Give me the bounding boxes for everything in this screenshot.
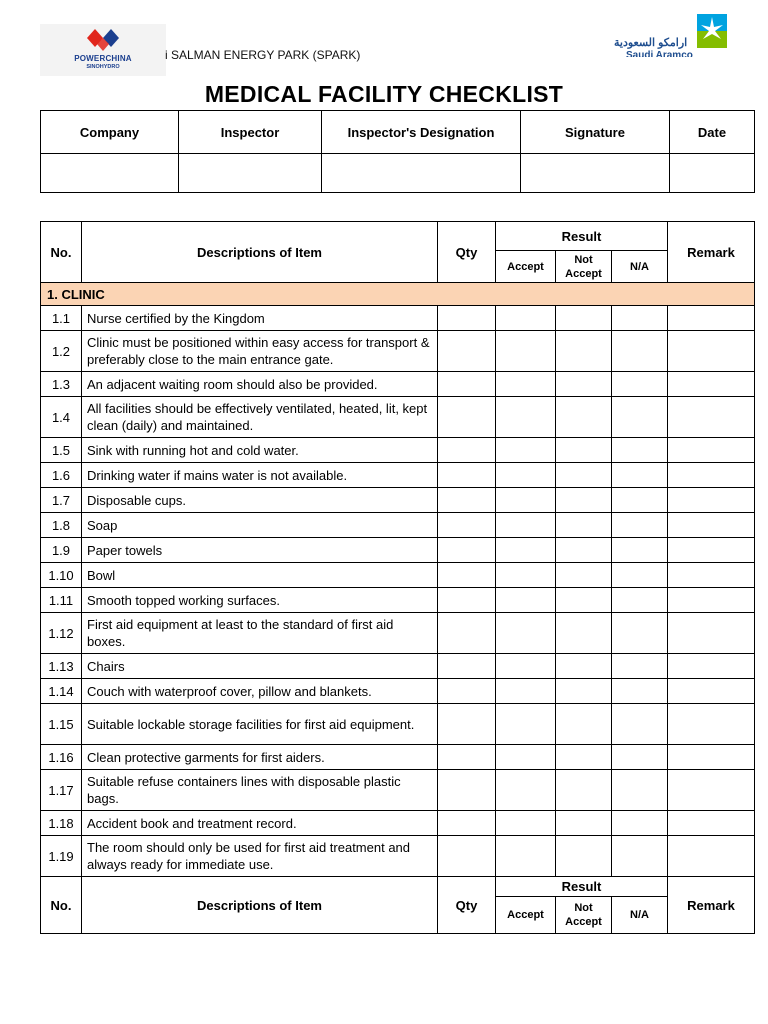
remark-cell[interactable] (668, 397, 755, 438)
qty-column-footer: Qty (438, 877, 496, 934)
qty-cell[interactable] (438, 372, 496, 397)
item-number: 1.13 (41, 654, 82, 679)
remark-cell[interactable] (668, 588, 755, 613)
signature-field[interactable] (521, 154, 670, 193)
checklist-row (41, 613, 755, 654)
not-accept-cell[interactable] (556, 613, 612, 654)
na-cell[interactable] (612, 538, 668, 563)
accept-cell[interactable] (496, 372, 556, 397)
na-cell[interactable] (612, 811, 668, 836)
qty-cell[interactable] (438, 331, 496, 372)
item-number: 1.17 (41, 770, 82, 811)
checklist-row (41, 331, 755, 372)
na-cell[interactable] (612, 397, 668, 438)
item-description: Clean protective garments for first aiders. (82, 745, 438, 770)
na-cell[interactable] (612, 463, 668, 488)
aramco-arabic-wordmark: ارامكو السعودية (614, 37, 688, 49)
checklist-row (41, 397, 755, 438)
item-description: Disposable cups. (82, 488, 438, 513)
item-description: All facilities should be effectively ventilated, heated, lit, kept clean (daily) and maintained. (82, 397, 438, 438)
accept-cell[interactable] (496, 463, 556, 488)
not-accept-cell[interactable] (556, 538, 612, 563)
not-accept-cell[interactable] (556, 563, 612, 588)
accept-cell[interactable] (496, 613, 556, 654)
item-number: 1.6 (41, 463, 82, 488)
accept-cell[interactable] (496, 588, 556, 613)
item-number: 1.3 (41, 372, 82, 397)
not-accept-cell[interactable] (556, 588, 612, 613)
checklist-row (41, 679, 755, 704)
qty-cell[interactable] (438, 588, 496, 613)
na-cell[interactable] (612, 836, 668, 877)
na-cell[interactable] (612, 563, 668, 588)
accept-cell[interactable] (496, 836, 556, 877)
na-cell[interactable] (612, 745, 668, 770)
accept-cell[interactable] (496, 488, 556, 513)
remark-cell[interactable] (668, 679, 755, 704)
item-number: 1.1 (41, 306, 82, 331)
not-accept-cell[interactable] (556, 331, 612, 372)
company-header: Company (41, 111, 179, 154)
item-number: 1.16 (41, 745, 82, 770)
accept-cell[interactable] (496, 654, 556, 679)
item-description: Couch with waterproof cover, pillow and blankets. (82, 679, 438, 704)
item-description: Suitable lockable storage facilities for first aid equipment. (82, 704, 438, 745)
not-accept-cell[interactable] (556, 811, 612, 836)
not-accept-cell[interactable] (556, 372, 612, 397)
qty-column-header: Qty (438, 222, 496, 283)
sinohydro-wordmark: SINOHYDRO (86, 64, 120, 70)
remark-cell[interactable] (668, 704, 755, 745)
na-cell[interactable] (612, 770, 668, 811)
qty-cell[interactable] (438, 513, 496, 538)
remark-cell[interactable] (668, 513, 755, 538)
project-name: i SALMAN ENERGY PARK (SPARK) (165, 48, 361, 62)
saudi-aramco-logo (612, 12, 730, 57)
remark-cell[interactable] (668, 745, 755, 770)
na-column-header: N/A (612, 251, 668, 283)
qty-cell[interactable] (438, 679, 496, 704)
item-description: Suitable refuse containers lines with disposable plastic bags. (82, 770, 438, 811)
remark-cell[interactable] (668, 654, 755, 679)
item-number: 1.2 (41, 331, 82, 372)
description-column-footer: Descriptions of Item (82, 877, 438, 934)
powerchina-logo (40, 24, 166, 76)
remark-cell[interactable] (668, 488, 755, 513)
checklist-row (41, 654, 755, 679)
remark-cell[interactable] (668, 563, 755, 588)
checklist-row (41, 463, 755, 488)
item-description: Accident book and treatment record. (82, 811, 438, 836)
aramco-star-icon (696, 13, 728, 49)
designation-header: Inspector's Designation (322, 111, 521, 154)
na-cell[interactable] (612, 488, 668, 513)
item-number: 1.11 (41, 588, 82, 613)
item-number: 1.14 (41, 679, 82, 704)
qty-cell[interactable] (438, 770, 496, 811)
item-number: 1.19 (41, 836, 82, 877)
item-description: Clinic must be positioned within easy access for transport & preferably close to the main entrance gate. (82, 331, 438, 372)
item-description: Soap (82, 513, 438, 538)
item-number: 1.12 (41, 613, 82, 654)
signature-header: Signature (521, 111, 670, 154)
checklist-row (41, 745, 755, 770)
item-number: 1.15 (41, 704, 82, 745)
item-number: 1.5 (41, 438, 82, 463)
checklist-row (41, 563, 755, 588)
checklist-row (41, 836, 755, 877)
checklist-row (41, 704, 755, 745)
na-column-footer: N/A (612, 897, 668, 934)
item-description: First aid equipment at least to the standard of first aid boxes. (82, 613, 438, 654)
item-number: 1.10 (41, 563, 82, 588)
qty-cell[interactable] (438, 836, 496, 877)
not-accept-cell[interactable] (556, 463, 612, 488)
not-accept-cell[interactable] (556, 654, 612, 679)
remark-cell[interactable] (668, 770, 755, 811)
checklist-row (41, 588, 755, 613)
date-field[interactable] (670, 154, 755, 193)
remark-cell[interactable] (668, 463, 755, 488)
qty-cell[interactable] (438, 397, 496, 438)
remark-column-footer: Remark (668, 877, 755, 934)
item-description: Drinking water if mains water is not available. (82, 463, 438, 488)
na-cell[interactable] (612, 704, 668, 745)
accept-cell[interactable] (496, 811, 556, 836)
not-accept-cell[interactable] (556, 836, 612, 877)
qty-cell[interactable] (438, 488, 496, 513)
qty-cell[interactable] (438, 538, 496, 563)
item-description: Sink with running hot and cold water. (82, 438, 438, 463)
qty-cell[interactable] (438, 306, 496, 331)
item-description: Bowl (82, 563, 438, 588)
na-cell[interactable] (612, 613, 668, 654)
item-description: An adjacent waiting room should also be provided. (82, 372, 438, 397)
result-column-header: Result (496, 222, 668, 251)
accept-cell[interactable] (496, 770, 556, 811)
not-accept-cell[interactable] (556, 770, 612, 811)
accept-column-footer: Accept (496, 897, 556, 934)
qty-cell[interactable] (438, 654, 496, 679)
no-column-footer: No. (41, 877, 82, 934)
remark-cell[interactable] (668, 836, 755, 877)
item-description: Chairs (82, 654, 438, 679)
item-number: 1.4 (41, 397, 82, 438)
not-accept-cell[interactable] (556, 704, 612, 745)
powerchina-wordmark: POWERCHINA (74, 54, 132, 63)
not-accept-cell[interactable] (556, 488, 612, 513)
designation-field[interactable] (322, 154, 521, 193)
qty-cell[interactable] (438, 438, 496, 463)
not-accept-cell[interactable] (556, 397, 612, 438)
remark-cell[interactable] (668, 306, 755, 331)
accept-cell[interactable] (496, 538, 556, 563)
qty-cell[interactable] (438, 613, 496, 654)
checklist-row (41, 438, 755, 463)
result-column-footer: Result (496, 877, 668, 897)
no-column-header: No. (41, 222, 82, 283)
accept-cell[interactable] (496, 438, 556, 463)
na-cell[interactable] (612, 679, 668, 704)
company-field[interactable] (41, 154, 179, 193)
na-cell[interactable] (612, 588, 668, 613)
remark-cell[interactable] (668, 331, 755, 372)
checklist-row (41, 811, 755, 836)
not-accept-cell[interactable] (556, 306, 612, 331)
section-header-clinic: 1. CLINIC (41, 283, 755, 306)
not-accept-cell[interactable] (556, 679, 612, 704)
aramco-english-wordmark: Saudi Aramco (626, 50, 693, 57)
checklist-row (41, 770, 755, 811)
description-column-header: Descriptions of Item (82, 222, 438, 283)
qty-cell[interactable] (438, 563, 496, 588)
na-cell[interactable] (612, 331, 668, 372)
na-cell[interactable] (612, 654, 668, 679)
item-number: 1.9 (41, 538, 82, 563)
remark-column-header: Remark (668, 222, 755, 283)
na-cell[interactable] (612, 513, 668, 538)
na-cell[interactable] (612, 372, 668, 397)
inspector-header: Inspector (179, 111, 322, 154)
item-number: 1.18 (41, 811, 82, 836)
accept-cell[interactable] (496, 563, 556, 588)
qty-cell[interactable] (438, 704, 496, 745)
accept-column-header: Accept (496, 251, 556, 283)
item-description: Nurse certified by the Kingdom (82, 306, 438, 331)
accept-cell[interactable] (496, 306, 556, 331)
item-number: 1.7 (41, 488, 82, 513)
checklist-row (41, 306, 755, 331)
qty-cell[interactable] (438, 463, 496, 488)
checklist-row (41, 488, 755, 513)
remark-cell[interactable] (668, 811, 755, 836)
remark-cell[interactable] (668, 372, 755, 397)
item-description: Smooth topped working surfaces. (82, 588, 438, 613)
item-description: The room should only be used for first aid treatment and always ready for immediate use. (82, 836, 438, 877)
accept-cell[interactable] (496, 679, 556, 704)
na-cell[interactable] (612, 306, 668, 331)
qty-cell[interactable] (438, 811, 496, 836)
checklist-table (40, 221, 755, 934)
inspection-info-table (40, 110, 755, 193)
accept-cell[interactable] (496, 331, 556, 372)
remark-cell[interactable] (668, 438, 755, 463)
item-description: Paper towels (82, 538, 438, 563)
na-cell[interactable] (612, 438, 668, 463)
not-accept-column-header: Not Accept (556, 251, 612, 283)
accept-cell[interactable] (496, 745, 556, 770)
inspector-field[interactable] (179, 154, 322, 193)
not-accept-column-footer: Not Accept (556, 897, 612, 934)
remark-cell[interactable] (668, 613, 755, 654)
qty-cell[interactable] (438, 745, 496, 770)
item-number: 1.8 (41, 513, 82, 538)
accept-cell[interactable] (496, 513, 556, 538)
not-accept-cell[interactable] (556, 513, 612, 538)
accept-cell[interactable] (496, 704, 556, 745)
page-title: MEDICAL FACILITY CHECKLIST (204, 81, 564, 107)
accept-cell[interactable] (496, 397, 556, 438)
not-accept-cell[interactable] (556, 745, 612, 770)
checklist-row (41, 513, 755, 538)
not-accept-cell[interactable] (556, 438, 612, 463)
checklist-row (41, 372, 755, 397)
remark-cell[interactable] (668, 538, 755, 563)
powerchina-diamond-icon (84, 27, 122, 53)
date-header: Date (670, 111, 755, 154)
checklist-row (41, 538, 755, 563)
